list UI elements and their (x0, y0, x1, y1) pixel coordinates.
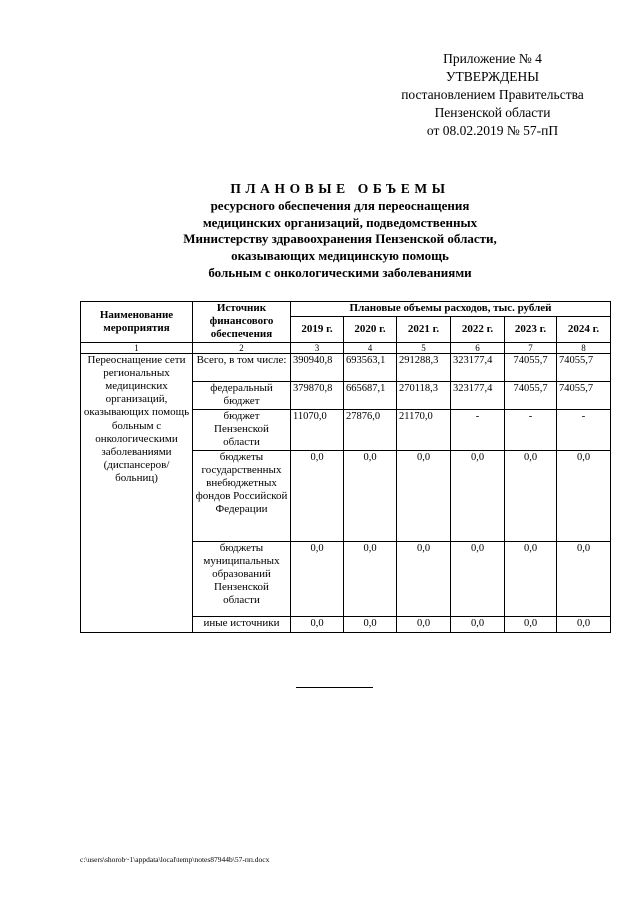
column-number: 6 (451, 342, 505, 353)
value-cell: - (557, 409, 611, 450)
value-cell: 291288,3 (397, 353, 451, 381)
value-cell: 0,0 (397, 450, 451, 541)
value-cell: 390940,8 (291, 353, 344, 381)
title-line-3: Министерству здравоохранения Пензенской области, (183, 231, 497, 247)
file-path-footer: c:\users\shorob~1\appdata\local\temp\notes87944b\57-пп.docx (80, 855, 270, 864)
planned-volumes-table (80, 301, 611, 633)
value-cell: 0,0 (557, 450, 611, 541)
value-cell: 0,0 (291, 616, 344, 632)
column-number: 1 (81, 342, 193, 353)
column-number: 5 (397, 342, 451, 353)
value-cell: 0,0 (344, 450, 397, 541)
header-year: 2020 г. (344, 316, 397, 342)
value-cell: 693563,1 (344, 353, 397, 381)
header-planned: Плановые объемы расходов, тыс. рублей (291, 302, 611, 317)
header-year: 2023 г. (505, 316, 557, 342)
column-number: 4 (344, 342, 397, 353)
value-cell: 0,0 (451, 541, 505, 616)
header-year: 2021 г. (397, 316, 451, 342)
value-cell: 0,0 (397, 616, 451, 632)
header-year: 2019 г. (291, 316, 344, 342)
value-cell: 0,0 (505, 616, 557, 632)
value-cell: 74055,7 (505, 353, 557, 381)
value-cell: 323177,4 (451, 353, 505, 381)
value-cell: 270118,3 (397, 381, 451, 409)
column-number: 8 (557, 342, 611, 353)
value-cell: 21170,0 (397, 409, 451, 450)
source-cell: бюджеты государственных внебюджетных фондов Российской Федерации (193, 450, 291, 541)
column-number-row (81, 342, 611, 353)
title-line-5: больным с онкологическими заболеваниями (208, 264, 472, 280)
approval-region: Пензенской области (434, 105, 551, 120)
document-title (80, 181, 600, 282)
value-cell: 379870,8 (291, 381, 344, 409)
approval-date: от 08.02.2019 № 57-пП (426, 123, 559, 138)
title-main: ПЛАНОВЫЕ ОБЪЕМЫ (230, 181, 450, 196)
column-number: 2 (193, 342, 291, 353)
value-cell: - (505, 409, 557, 450)
approval-stamp (380, 50, 605, 140)
title-line-1: ресурсного обеспечения для переоснащения (210, 197, 470, 213)
value-cell: 74055,7 (557, 353, 611, 381)
approved-label: УТВЕРЖДЕНЫ (445, 69, 540, 84)
value-cell: 27876,0 (344, 409, 397, 450)
value-cell: 0,0 (344, 541, 397, 616)
value-cell: 665687,1 (344, 381, 397, 409)
column-number: 3 (291, 342, 344, 353)
value-cell: 11070,0 (291, 409, 344, 450)
source-cell: бюджеты муниципальных образований Пензенской области (193, 541, 291, 616)
value-cell: 323177,4 (451, 381, 505, 409)
value-cell: - (451, 409, 505, 450)
source-cell: иные источники (193, 616, 291, 632)
source-cell: Всего, в том числе: (193, 353, 291, 381)
value-cell: 0,0 (291, 541, 344, 616)
value-cell: 0,0 (397, 541, 451, 616)
value-cell: 74055,7 (505, 381, 557, 409)
value-cell: 0,0 (291, 450, 344, 541)
approval-authority: постановлением Правительства (401, 87, 584, 102)
header-year: 2022 г. (451, 316, 505, 342)
value-cell: 0,0 (557, 541, 611, 616)
header-year: 2024 г. (557, 316, 611, 342)
header-measure: Наименование мероприятия (81, 302, 193, 343)
table-row (81, 353, 611, 381)
title-line-2: медицинских организаций, подведомственных (202, 214, 478, 230)
end-divider (296, 687, 373, 688)
source-cell: федеральный бюджет (193, 381, 291, 409)
value-cell: 0,0 (451, 450, 505, 541)
title-line-4: оказывающих медицинскую помощь (231, 248, 449, 264)
measure-name: Переоснащение сети региональных медицинских организаций, оказывающих помощь больным с онкологическими заболеваниями (диспансеров/ больниц) (81, 353, 193, 632)
source-cell: бюджет Пензенской области (193, 409, 291, 450)
value-cell: 0,0 (557, 616, 611, 632)
value-cell: 0,0 (505, 450, 557, 541)
value-cell: 0,0 (451, 616, 505, 632)
appendix-number: Приложение № 4 (443, 51, 542, 66)
value-cell: 0,0 (505, 541, 557, 616)
column-number: 7 (505, 342, 557, 353)
value-cell: 74055,7 (557, 381, 611, 409)
value-cell: 0,0 (344, 616, 397, 632)
header-source: Источник финансового обеспечения (193, 302, 291, 343)
